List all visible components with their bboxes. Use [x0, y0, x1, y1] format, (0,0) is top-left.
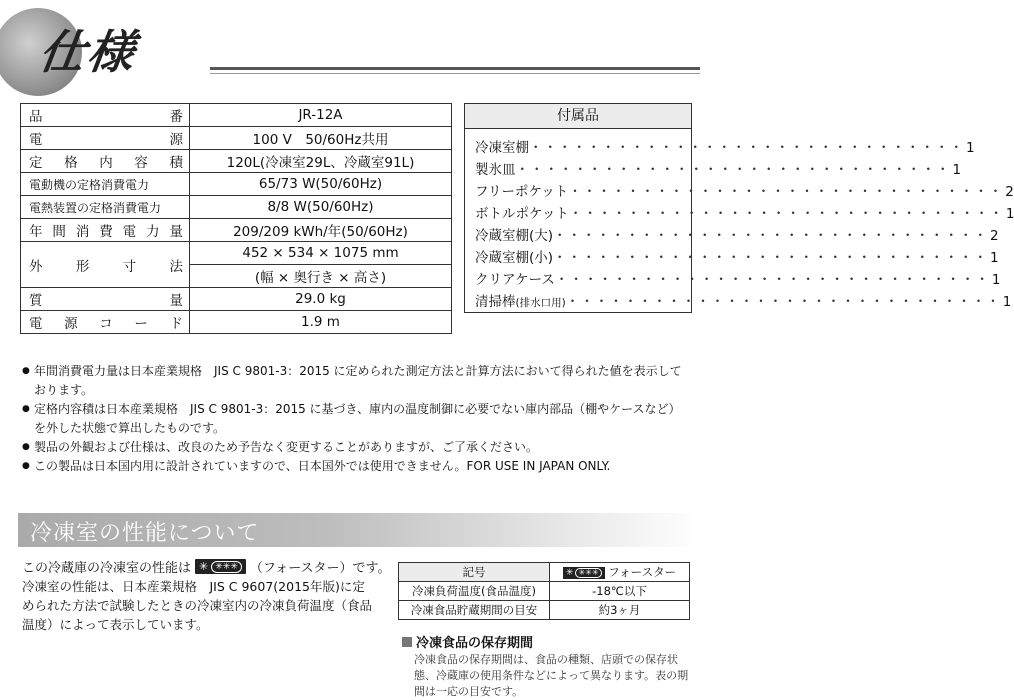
star-table-row-value: -18℃以下	[550, 582, 690, 601]
star-table-row-value: 約3ヶ月	[550, 601, 690, 620]
spec-value: 120L(冷凍室29L、冷蔵室91L)	[190, 150, 452, 173]
accessory-item: 冷蔵室棚(大) ・・・・・・・・・・・・・・・・・・・・・・・・・・・・・・ 2	[475, 228, 999, 244]
freezer-section-heading-bar	[18, 513, 700, 547]
spec-label: 定 格 内 容 積	[21, 150, 190, 173]
spec-label: 電熱装置の定格消費電力	[21, 196, 190, 219]
spec-row	[21, 196, 452, 219]
spec-notes	[22, 362, 687, 476]
accessories-heading: 付属品	[465, 104, 691, 129]
title-underline	[210, 67, 700, 70]
note-item: ● 製品の外観および仕様は、改良のため予告なく変更することがありますが、ご了承ください。	[22, 438, 687, 457]
spec-value: 209/209 kWh/年(50/60Hz)	[190, 219, 452, 242]
spec-label: 電 源	[21, 127, 190, 150]
accessory-item: 製氷皿 ・・・・・・・・・・・・・・・・・・・・・・・・・・・・・・ 1	[475, 162, 962, 178]
freezer-lead-before: この冷蔵庫の冷凍室の性能は	[22, 561, 192, 576]
accessories-box	[464, 103, 1014, 313]
four-star-small-icon: ✳ ✳✳✳	[563, 567, 605, 579]
spec-label: 電 源 コ ー ド	[21, 311, 190, 334]
star-rating-table	[398, 562, 690, 620]
spec-value: 8/8 W(50/60Hz)	[190, 196, 452, 219]
accessory-item: 冷凍室棚 ・・・・・・・・・・・・・・・・・・・・・・・・・・・・・・ 1	[475, 140, 975, 156]
spec-table	[20, 103, 452, 334]
spec-value: 100 V 50/60Hz共用	[190, 127, 452, 150]
star-table-row-label: 冷凍食品貯蔵期間の目安	[399, 601, 550, 620]
spec-row	[21, 127, 452, 150]
spec-row	[21, 311, 452, 334]
spec-label: 電動機の定格消費電力	[21, 173, 190, 196]
spec-row	[21, 150, 452, 173]
freezer-body-text: 冷凍室の性能は、日本産業規格 JIS C 9607(2015年版)に定められた方法で試験したときの冷凍室内の冷凍負荷温度（食品温度）によって表示しています。	[22, 579, 373, 632]
spec-value: 65/73 W(50/60Hz)	[190, 173, 452, 196]
spec-row	[21, 242, 452, 265]
star-table-header-right: ✳ ✳✳✳ フォースター	[550, 563, 690, 582]
accessory-item: 清掃棒(排水口用) ・・・・・・・・・・・・・・・・・・・・・・・・・・・・・・ 1	[475, 294, 1012, 310]
freezer-lead	[22, 557, 391, 576]
accessory-item: 冷蔵室棚(小) ・・・・・・・・・・・・・・・・・・・・・・・・・・・・・・ 1	[475, 250, 999, 266]
title-underline-thin	[210, 73, 700, 74]
title-area	[0, 0, 700, 95]
spec-row	[21, 104, 452, 127]
star-table-header-left: 記号	[399, 563, 550, 582]
note-item: ● 定格内容積は日本産業規格 JIS C 9801-3：2015 に基づき、庫内の温度制御に必要でない庫内部品（棚やケースなど）を外した状態で算出したものです。	[22, 400, 687, 438]
spec-label: 外 形 寸 法	[21, 242, 190, 288]
accessory-item: ボトルポケット ・・・・・・・・・・・・・・・・・・・・・・・・・・・・・・ 1	[475, 206, 1014, 222]
storage-heading: 冷凍食品の保存期間	[402, 632, 533, 651]
four-star-icon: ✳ ✳✳✳	[195, 559, 246, 574]
spec-value-sub: (幅 × 奥行き × 高さ)	[190, 265, 452, 288]
accessory-item: フリーポケット ・・・・・・・・・・・・・・・・・・・・・・・・・・・・・・ 2	[475, 184, 1014, 200]
note-item: ● 年間消費電力量は日本産業規格 JIS C 9801-3：2015 に定められた測定方法と計算方法において得られた値を表示しております。	[22, 362, 687, 400]
spec-label: 質 量	[21, 288, 190, 311]
spec-row	[21, 173, 452, 196]
spec-value: 452 × 534 × 1075 mm	[190, 242, 452, 265]
freezer-section-heading: 冷凍室の性能について	[30, 521, 260, 546]
spec-label: 品 番	[21, 104, 190, 127]
page-title: 仕様	[35, 25, 140, 79]
storage-body-text: 冷凍食品の保存期間は、食品の種類、店頭での保存状態、冷蔵庫の使用条件などによって異なります。表の期間は一応の目安です。	[414, 653, 689, 698]
star-table-row-label: 冷凍負荷温度(食品温度)	[399, 582, 550, 601]
accessory-item: クリアケース ・・・・・・・・・・・・・・・・・・・・・・・・・・・・・・ 1	[475, 272, 1001, 288]
spec-row	[21, 288, 452, 311]
accessories-list	[465, 129, 1014, 313]
freezer-lead-after: （フォースター）です。	[249, 561, 391, 576]
spec-label: 年 間 消 費 電 力 量	[21, 219, 190, 242]
spec-value: JR-12A	[190, 104, 452, 127]
spec-value: 29.0 kg	[190, 288, 452, 311]
spec-value: 1.9 m	[190, 311, 452, 334]
spec-row	[21, 219, 452, 242]
note-item: ● この製品は日本国内用に設計されていますので、日本国外では使用できません。FOR USE IN JAPAN ONLY.	[22, 457, 687, 476]
square-bullet-icon	[402, 637, 412, 647]
